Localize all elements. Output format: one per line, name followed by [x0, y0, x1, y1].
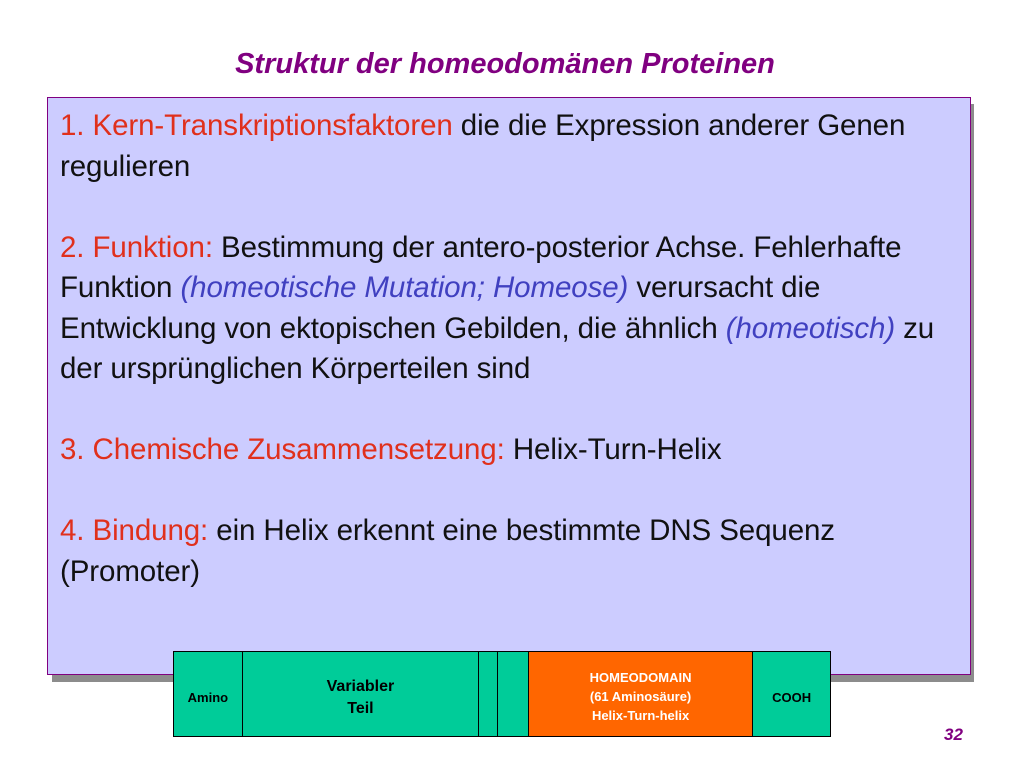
amino-segment: Amino [174, 652, 243, 736]
content-text [60, 106, 968, 592]
variable-label-line2: Teil [347, 700, 374, 717]
item-4-text: ein Helix erkennt eine bestimmte DNS Sequenz (Promoter) [60, 514, 835, 588]
homeo-label-line1: HOMEODOMAIN [589, 669, 692, 685]
slide-title: Struktur der homeodomänen Proteinen [235, 48, 775, 80]
item-2-label: 2. Funktion: [60, 230, 213, 264]
item-2 [60, 228, 968, 390]
homeodomain-segment [529, 652, 753, 736]
item-2-text-2: verursacht die Entwicklung von ektopischen Gebilden, die ähnlich [60, 271, 821, 345]
item-2-italic-2: (homeotisch) [725, 311, 896, 345]
item-2-text-1: Bestimmung der antero-posterior Achse. Fehlerhafte Funktion [60, 230, 902, 304]
homeo-label-line3: Helix-Turn-helix [591, 707, 690, 723]
item-1 [60, 106, 968, 187]
item-4 [60, 511, 968, 592]
item-3-text: Helix-Turn-Helix [504, 433, 722, 466]
item-1-text: die die Expression anderer Genen regulieren [60, 109, 906, 183]
item-4-label: 4. Bindung: [60, 514, 209, 547]
cooh-segment: COOH [753, 652, 830, 736]
variable-label-line1: Variabler [326, 678, 395, 695]
spacer-segment [498, 652, 529, 736]
item-1-label: 1. Kern-Transkriptionsfaktoren [60, 109, 453, 142]
item-2-italic-1: (homeotische Mutation; Homeose) [180, 271, 629, 304]
page-number: 32 [944, 725, 963, 744]
item-2-text-3: zu der ursprünglichen Körperteilen sind [60, 311, 935, 385]
variable-segment [243, 652, 479, 736]
protein-domain-diagram [173, 651, 831, 737]
homeo-label-line2: (61 Aminosäure) [589, 688, 692, 704]
item-3 [60, 430, 968, 471]
item-3-label: 3. Chemische Zusammensetzung: [60, 433, 505, 466]
linker-segment [479, 652, 498, 736]
